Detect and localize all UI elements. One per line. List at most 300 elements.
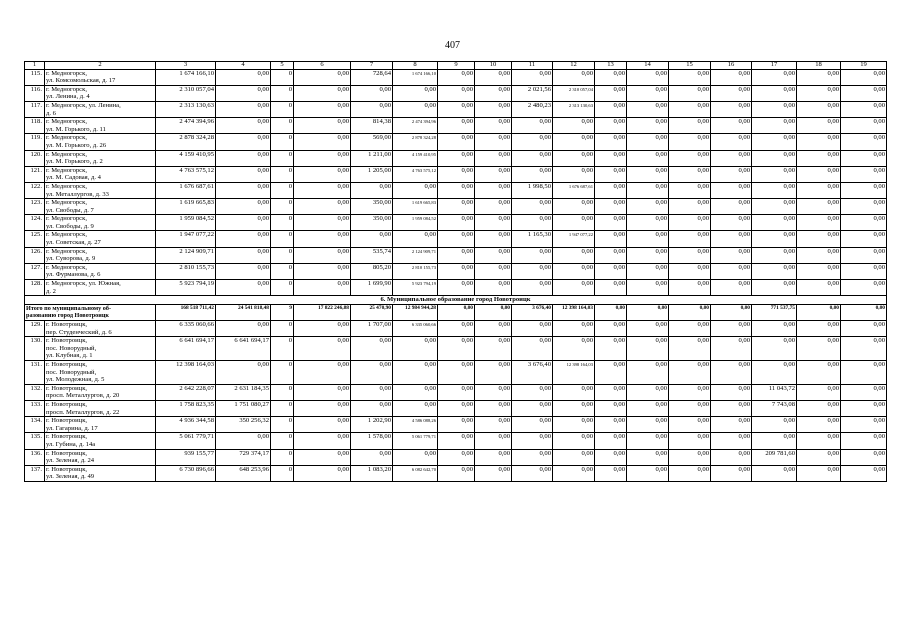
- value-cell-col-18: 0,00: [797, 182, 841, 198]
- column-header-4: 4: [216, 62, 271, 70]
- row-number: 115.: [25, 69, 45, 85]
- value-cell-col-6: 0,00: [294, 85, 351, 101]
- row-number: 122.: [25, 182, 45, 198]
- address-line: г. Медногорск,: [46, 199, 87, 207]
- row-number: 123.: [25, 199, 45, 215]
- column-header-6: 6: [294, 62, 351, 70]
- value-cell-col-12: 0,00: [553, 400, 595, 416]
- table-row: [25, 134, 887, 150]
- value-cell-col-9: 0,00: [438, 101, 475, 117]
- table-row: [25, 231, 887, 247]
- value-cell-col-6: 0,00: [294, 150, 351, 166]
- address-cell: [45, 69, 156, 85]
- value-cell-col-8: 0,00: [393, 360, 438, 384]
- value-cell-col-9: 0,00: [438, 384, 475, 400]
- value-cell-col-5: 0: [271, 69, 294, 85]
- value-cell-col-17: 0,00: [752, 215, 797, 231]
- value-cell-col-4: 0,00: [216, 263, 271, 279]
- value-cell-col-16: 0,00: [711, 263, 752, 279]
- value-cell-col-10: 0,00: [475, 215, 512, 231]
- address-line: г. Новотроицк,: [46, 433, 88, 441]
- row-number: 133.: [25, 400, 45, 416]
- address-line: г. Медногорск,: [46, 118, 87, 126]
- address-cell: [45, 150, 156, 166]
- row-number: 120.: [25, 150, 45, 166]
- value-cell-col-13: 0,00: [595, 449, 627, 465]
- value-cell-col-14: 0,00: [627, 384, 669, 400]
- address-cell: [45, 166, 156, 182]
- value-cell-col-9: 0,00: [438, 150, 475, 166]
- value-cell-col-9: 0,00: [438, 417, 475, 433]
- value-cell-col-19: 0,00: [841, 150, 887, 166]
- value-cell-col-14: 0,00: [627, 134, 669, 150]
- value-cell-col-16: 0,00: [711, 400, 752, 416]
- table-row: [25, 280, 887, 296]
- value-cell-col-13: 0,00: [595, 263, 627, 279]
- value-cell-col-17: 7 743,08: [752, 400, 797, 416]
- address-line: просп. Металлургов, д. 22: [46, 408, 120, 416]
- total-value-col-17: 771 537,75: [752, 304, 797, 320]
- value-cell-col-14: 0,00: [627, 69, 669, 85]
- value-cell-col-11: 2 021,56: [512, 85, 553, 101]
- address-cell: [45, 231, 156, 247]
- value-cell-col-8: 0,00: [393, 384, 438, 400]
- table-row: [25, 465, 887, 481]
- table-row: [25, 321, 887, 337]
- value-cell-col-19: 0,00: [841, 263, 887, 279]
- column-header-1: 1: [25, 62, 45, 70]
- value-cell-col-15: 0,00: [669, 384, 711, 400]
- value-cell-col-6: 0,00: [294, 182, 351, 198]
- value-cell-col-16: 0,00: [711, 199, 752, 215]
- value-cell-col-16: 0,00: [711, 321, 752, 337]
- value-cell-col-12: 0,00: [553, 118, 595, 134]
- total-value-col-8: 12 984 944,28: [393, 304, 438, 320]
- address-line: г. Медногорск,: [46, 166, 87, 174]
- value-cell-col-9: 0,00: [438, 449, 475, 465]
- table-row: [25, 182, 887, 198]
- total-value-col-11: 3 676,40: [512, 304, 553, 320]
- value-cell-col-11: 0,00: [512, 417, 553, 433]
- value-cell-col-16: 0,00: [711, 150, 752, 166]
- value-cell-col-6: 0,00: [294, 449, 351, 465]
- value-cell-col-12: 0,00: [553, 321, 595, 337]
- value-cell-col-16: 0,00: [711, 85, 752, 101]
- value-cell-col-10: 0,00: [475, 433, 512, 449]
- value-cell-col-8: 1 619 665,83: [393, 199, 438, 215]
- value-cell-col-3: 1 619 665,83: [156, 199, 216, 215]
- value-cell-col-5: 0: [271, 337, 294, 361]
- value-cell-col-15: 0,00: [669, 215, 711, 231]
- address-line: г. Медногорск,: [46, 182, 87, 190]
- value-cell-col-14: 0,00: [627, 280, 669, 296]
- value-cell-col-16: 0,00: [711, 118, 752, 134]
- value-cell-col-15: 0,00: [669, 166, 711, 182]
- value-cell-col-12: 0,00: [553, 384, 595, 400]
- value-cell-col-18: 0,00: [797, 360, 841, 384]
- value-cell-col-19: 0,00: [841, 199, 887, 215]
- value-cell-col-18: 0,00: [797, 118, 841, 134]
- value-cell-col-6: 0,00: [294, 321, 351, 337]
- value-cell-col-5: 0: [271, 384, 294, 400]
- value-cell-col-16: 0,00: [711, 337, 752, 361]
- value-cell-col-11: 0,00: [512, 384, 553, 400]
- value-cell-col-11: 0,00: [512, 449, 553, 465]
- address-line: ул. Губина, д. 14а: [46, 440, 96, 448]
- value-cell-col-18: 0,00: [797, 384, 841, 400]
- value-cell-col-12: 0,00: [553, 417, 595, 433]
- address-cell: [45, 247, 156, 263]
- value-cell-col-5: 0: [271, 199, 294, 215]
- value-cell-col-19: 0,00: [841, 417, 887, 433]
- address-cell: [45, 263, 156, 279]
- table-row: [25, 101, 887, 117]
- value-cell-col-6: 0,00: [294, 134, 351, 150]
- address-line: г. Медногорск, ул. Ленина,: [46, 101, 121, 109]
- value-cell-col-15: 0,00: [669, 247, 711, 263]
- value-cell-col-10: 0,00: [475, 384, 512, 400]
- value-cell-col-18: 0,00: [797, 69, 841, 85]
- value-cell-col-11: 0,00: [512, 134, 553, 150]
- value-cell-col-11: 0,00: [512, 433, 553, 449]
- value-cell-col-5: 0: [271, 166, 294, 182]
- value-cell-col-5: 0: [271, 263, 294, 279]
- value-cell-col-13: 0,00: [595, 166, 627, 182]
- value-cell-col-18: 0,00: [797, 134, 841, 150]
- column-header-3: 3: [156, 62, 216, 70]
- value-cell-col-6: 0,00: [294, 231, 351, 247]
- value-cell-col-4: 0,00: [216, 134, 271, 150]
- value-cell-col-14: 0,00: [627, 182, 669, 198]
- total-value-col-10: 0,00: [475, 304, 512, 320]
- value-cell-col-19: 0,00: [841, 69, 887, 85]
- value-cell-col-19: 0,00: [841, 400, 887, 416]
- value-cell-col-10: 0,00: [475, 280, 512, 296]
- value-cell-col-13: 0,00: [595, 199, 627, 215]
- value-cell-col-4: 0,00: [216, 118, 271, 134]
- total-value-col-18: 0,00: [797, 304, 841, 320]
- value-cell-col-13: 0,00: [595, 134, 627, 150]
- value-cell-col-16: 0,00: [711, 134, 752, 150]
- value-cell-col-12: 0,00: [553, 337, 595, 361]
- address-line: ул. М. Садовая, д. 4: [46, 174, 101, 182]
- address-line: ул. Комсомольская, д. 17: [46, 77, 116, 85]
- row-number: 137.: [25, 465, 45, 481]
- address-line: ул. Фурманова, д. 6: [46, 271, 101, 279]
- table-row: [25, 150, 887, 166]
- value-cell-col-6: 0,00: [294, 400, 351, 416]
- value-cell-col-17: 0,00: [752, 150, 797, 166]
- value-cell-col-4: 729 374,17: [216, 449, 271, 465]
- value-cell-col-9: 0,00: [438, 400, 475, 416]
- column-number-row: [25, 62, 887, 70]
- value-cell-col-7: 1 699,90: [351, 280, 393, 296]
- value-cell-col-11: 0,00: [512, 118, 553, 134]
- value-cell-col-6: 0,00: [294, 199, 351, 215]
- value-cell-col-11: 1 998,50: [512, 182, 553, 198]
- address-line: г. Новотроицк,: [46, 337, 88, 345]
- value-cell-col-6: 0,00: [294, 247, 351, 263]
- value-cell-col-19: 0,00: [841, 337, 887, 361]
- value-cell-col-7: 0,00: [351, 384, 393, 400]
- value-cell-col-4: 2 631 184,35: [216, 384, 271, 400]
- value-cell-col-5: 0: [271, 321, 294, 337]
- value-cell-col-6: 0,00: [294, 465, 351, 481]
- value-cell-col-3: 4 936 344,58: [156, 417, 216, 433]
- value-cell-col-17: 0,00: [752, 263, 797, 279]
- value-cell-col-4: 648 253,96: [216, 465, 271, 481]
- address-line: г. Новотроицк,: [46, 321, 88, 328]
- address-line: ул. Ленина, д. 4: [46, 93, 90, 101]
- table-row: [25, 85, 887, 101]
- column-header-5: 5: [271, 62, 294, 70]
- address-line: г. Медногорск,: [46, 85, 87, 93]
- value-cell-col-17: 0,00: [752, 280, 797, 296]
- value-cell-col-5: 0: [271, 400, 294, 416]
- value-cell-col-4: 350 256,32: [216, 417, 271, 433]
- value-cell-col-10: 0,00: [475, 465, 512, 481]
- value-cell-col-17: 0,00: [752, 321, 797, 337]
- value-cell-col-19: 0,00: [841, 280, 887, 296]
- value-cell-col-5: 0: [271, 465, 294, 481]
- value-cell-col-4: 0,00: [216, 182, 271, 198]
- table-header: [25, 62, 887, 70]
- value-cell-col-13: 0,00: [595, 360, 627, 384]
- address-line: ул. Клубная, д. 1: [46, 352, 93, 360]
- value-cell-col-12: 0,00: [553, 166, 595, 182]
- value-cell-col-4: 0,00: [216, 321, 271, 337]
- value-cell-col-12: 0,00: [553, 69, 595, 85]
- value-cell-col-16: 0,00: [711, 465, 752, 481]
- value-cell-col-9: 0,00: [438, 85, 475, 101]
- value-cell-col-6: 0,00: [294, 337, 351, 361]
- value-cell-col-13: 0,00: [595, 400, 627, 416]
- column-header-8: 8: [393, 62, 438, 70]
- value-cell-col-10: 0,00: [475, 199, 512, 215]
- value-cell-col-11: 1 165,30: [512, 231, 553, 247]
- value-cell-col-5: 0: [271, 215, 294, 231]
- value-cell-col-8: 1 674 166,10: [393, 69, 438, 85]
- value-cell-col-8: 2 124 909,71: [393, 247, 438, 263]
- value-cell-col-3: 2 474 394,96: [156, 118, 216, 134]
- value-cell-col-12: 0,00: [553, 433, 595, 449]
- value-cell-col-6: 0,00: [294, 417, 351, 433]
- address-cell: [45, 417, 156, 433]
- value-cell-col-16: 0,00: [711, 280, 752, 296]
- address-line: ул. М. Горького, д. 11: [46, 125, 106, 133]
- value-cell-col-11: 0,00: [512, 199, 553, 215]
- value-cell-col-5: 0: [271, 85, 294, 101]
- value-cell-col-7: 1 083,20: [351, 465, 393, 481]
- value-cell-col-17: 0,00: [752, 231, 797, 247]
- value-cell-col-11: 0,00: [512, 215, 553, 231]
- column-header-16: 16: [711, 62, 752, 70]
- value-cell-col-17: 0,00: [752, 247, 797, 263]
- value-cell-col-14: 0,00: [627, 417, 669, 433]
- value-cell-col-6: 0,00: [294, 360, 351, 384]
- value-cell-col-17: 0,00: [752, 433, 797, 449]
- value-cell-col-7: 805,20: [351, 263, 393, 279]
- value-cell-col-8: 0,00: [393, 182, 438, 198]
- value-cell-col-16: 0,00: [711, 231, 752, 247]
- total-label-line: разованию город Новотроицк: [26, 312, 109, 320]
- value-cell-col-18: 0,00: [797, 231, 841, 247]
- address-cell: [45, 280, 156, 296]
- value-cell-col-14: 0,00: [627, 231, 669, 247]
- value-cell-col-17: 0,00: [752, 118, 797, 134]
- value-cell-col-13: 0,00: [595, 321, 627, 337]
- value-cell-col-9: 0,00: [438, 166, 475, 182]
- table-row: [25, 215, 887, 231]
- address-line: д. 6: [46, 109, 56, 117]
- value-cell-col-8: 6 082 642,70: [393, 465, 438, 481]
- value-cell-col-17: 0,00: [752, 199, 797, 215]
- address-line: г. Новотроицк,: [46, 465, 88, 473]
- value-cell-col-13: 0,00: [595, 85, 627, 101]
- value-cell-col-15: 0,00: [669, 118, 711, 134]
- value-cell-col-4: 6 641 694,17: [216, 337, 271, 361]
- row-number: 134.: [25, 417, 45, 433]
- total-value-col-6: 17 822 246,88: [294, 304, 351, 320]
- address-line: пос. Новорудный,: [46, 368, 97, 376]
- value-cell-col-6: 0,00: [294, 280, 351, 296]
- value-cell-col-19: 0,00: [841, 465, 887, 481]
- address-line: ул. Зеленая, д. 49: [46, 473, 95, 481]
- value-cell-col-17: 0,00: [752, 337, 797, 361]
- value-cell-col-7: 0,00: [351, 337, 393, 361]
- table-row: [25, 417, 887, 433]
- value-cell-col-8: 2 878 324,28: [393, 134, 438, 150]
- value-cell-col-13: 0,00: [595, 182, 627, 198]
- value-cell-col-5: 0: [271, 433, 294, 449]
- value-cell-col-19: 0,00: [841, 384, 887, 400]
- page-number: 407: [445, 40, 460, 51]
- value-cell-col-10: 0,00: [475, 400, 512, 416]
- total-value-col-19: 0,00: [841, 304, 887, 320]
- row-number: 136.: [25, 449, 45, 465]
- value-cell-col-7: 814,38: [351, 118, 393, 134]
- address-cell: [45, 449, 156, 465]
- value-cell-col-14: 0,00: [627, 150, 669, 166]
- section-title: 6. Муниципальное образование город Новотроицк: [25, 296, 887, 305]
- value-cell-col-15: 0,00: [669, 337, 711, 361]
- row-number: 131.: [25, 360, 45, 384]
- value-cell-col-12: 2 313 130,63: [553, 101, 595, 117]
- value-cell-col-7: 0,00: [351, 101, 393, 117]
- value-cell-col-15: 0,00: [669, 101, 711, 117]
- column-header-15: 15: [669, 62, 711, 70]
- value-cell-col-17: 11 043,72: [752, 384, 797, 400]
- value-cell-col-8: 5 923 794,19: [393, 280, 438, 296]
- table-row: [25, 360, 887, 384]
- value-cell-col-11: 0,00: [512, 280, 553, 296]
- value-cell-col-7: 1 211,00: [351, 150, 393, 166]
- value-cell-col-19: 0,00: [841, 247, 887, 263]
- value-cell-col-7: 569,00: [351, 134, 393, 150]
- value-cell-col-10: 0,00: [475, 231, 512, 247]
- value-cell-col-17: 0,00: [752, 85, 797, 101]
- value-cell-col-16: 0,00: [711, 433, 752, 449]
- value-cell-col-13: 0,00: [595, 69, 627, 85]
- value-cell-col-8: 5 061 779,71: [393, 433, 438, 449]
- column-header-19: 19: [841, 62, 887, 70]
- value-cell-col-17: 0,00: [752, 166, 797, 182]
- table-row: [25, 118, 887, 134]
- value-cell-col-5: 0: [271, 101, 294, 117]
- total-value-col-4: 24 541 818,48: [216, 304, 271, 320]
- table-row: [25, 69, 887, 85]
- address-line: г. Медногорск, ул. Южная,: [46, 280, 121, 288]
- total-value-col-13: 0,00: [595, 304, 627, 320]
- value-cell-col-17: 0,00: [752, 360, 797, 384]
- value-cell-col-8: 0,00: [393, 400, 438, 416]
- value-cell-col-18: 0,00: [797, 337, 841, 361]
- value-cell-col-12: 1 676 687,61: [553, 182, 595, 198]
- value-cell-col-3: 2 310 057,04: [156, 85, 216, 101]
- value-cell-col-12: 0,00: [553, 247, 595, 263]
- value-cell-col-13: 0,00: [595, 337, 627, 361]
- value-cell-col-13: 0,00: [595, 150, 627, 166]
- row-number: 119.: [25, 134, 45, 150]
- value-cell-col-9: 0,00: [438, 433, 475, 449]
- address-cell: [45, 400, 156, 416]
- address-line: г. Медногорск,: [46, 69, 87, 77]
- row-number: 127.: [25, 263, 45, 279]
- table-row: [25, 449, 887, 465]
- value-cell-col-9: 0,00: [438, 69, 475, 85]
- value-cell-col-19: 0,00: [841, 182, 887, 198]
- total-value-col-14: 0,00: [627, 304, 669, 320]
- row-number: 116.: [25, 85, 45, 101]
- value-cell-col-16: 0,00: [711, 360, 752, 384]
- value-cell-col-18: 0,00: [797, 85, 841, 101]
- value-cell-col-16: 0,00: [711, 69, 752, 85]
- value-cell-col-15: 0,00: [669, 69, 711, 85]
- table-row: [25, 247, 887, 263]
- value-cell-col-3: 1 758 823,35: [156, 400, 216, 416]
- row-number: 125.: [25, 231, 45, 247]
- table-row: [25, 166, 887, 182]
- total-value-col-9: 0,00: [438, 304, 475, 320]
- value-cell-col-4: 0,00: [216, 433, 271, 449]
- value-cell-col-14: 0,00: [627, 263, 669, 279]
- value-cell-col-12: 0,00: [553, 449, 595, 465]
- value-cell-col-10: 0,00: [475, 263, 512, 279]
- column-header-14: 14: [627, 62, 669, 70]
- value-cell-col-3: 4 763 575,12: [156, 166, 216, 182]
- total-value-col-5: 9: [271, 304, 294, 320]
- value-cell-col-5: 0: [271, 247, 294, 263]
- value-cell-col-15: 0,00: [669, 321, 711, 337]
- value-cell-col-13: 0,00: [595, 384, 627, 400]
- address-line: ул. М. Горького, д. 2: [46, 158, 103, 166]
- address-cell: [45, 215, 156, 231]
- value-cell-col-17: 209 781,60: [752, 449, 797, 465]
- value-cell-col-7: 0,00: [351, 400, 393, 416]
- value-cell-col-14: 0,00: [627, 433, 669, 449]
- address-line: г. Новотроицк,: [46, 384, 88, 392]
- total-value-col-7: 25 470,90: [351, 304, 393, 320]
- value-cell-col-5: 0: [271, 118, 294, 134]
- value-cell-col-9: 0,00: [438, 337, 475, 361]
- value-cell-col-8: 2 474 394,96: [393, 118, 438, 134]
- address-cell: [45, 182, 156, 198]
- value-cell-col-8: 0,00: [393, 85, 438, 101]
- value-cell-col-11: 0,00: [512, 321, 553, 337]
- value-cell-col-4: 0,00: [216, 199, 271, 215]
- value-cell-col-19: 0,00: [841, 321, 887, 337]
- value-cell-col-19: 0,00: [841, 134, 887, 150]
